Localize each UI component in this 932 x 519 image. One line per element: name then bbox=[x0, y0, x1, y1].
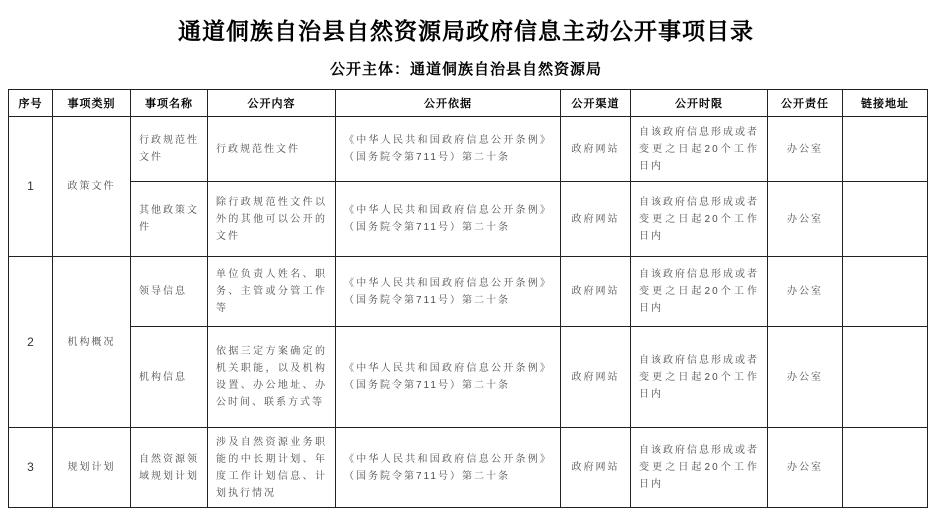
subtitle-disclosure-subject: 公开主体：通道侗族自治县自然资源局 bbox=[329, 61, 602, 78]
cell-seq: 3 bbox=[9, 428, 53, 508]
cell-time-limit: 自该政府信息形成或者变更之日起20个工作日内 bbox=[631, 117, 768, 182]
cell-responsibility: 办公室 bbox=[768, 117, 843, 182]
cell-channel: 政府网站 bbox=[561, 182, 631, 257]
cell-category: 机构概况 bbox=[53, 257, 131, 428]
table-row bbox=[9, 327, 928, 428]
cell-content: 单位负责人姓名、职务、主管或分管工作等 bbox=[208, 257, 336, 327]
cell-channel: 政府网站 bbox=[561, 327, 631, 428]
table-row bbox=[9, 428, 928, 508]
cell-item-name: 其他政策文件 bbox=[131, 182, 208, 257]
cell-responsibility: 办公室 bbox=[768, 182, 843, 257]
table-row bbox=[9, 257, 928, 327]
cell-link bbox=[843, 117, 928, 182]
cell-seq: 1 bbox=[9, 117, 53, 257]
col-header-link: 链接地址 bbox=[843, 90, 928, 117]
cell-link bbox=[843, 428, 928, 508]
cell-category: 政策文件 bbox=[53, 117, 131, 257]
col-header-seq: 序号 bbox=[9, 90, 53, 117]
col-header-basis: 公开依据 bbox=[336, 90, 561, 117]
cell-time-limit: 自该政府信息形成或者变更之日起20个工作日内 bbox=[631, 428, 768, 508]
cell-link bbox=[843, 327, 928, 428]
cell-channel: 政府网站 bbox=[561, 257, 631, 327]
cell-responsibility: 办公室 bbox=[768, 327, 843, 428]
cell-category: 规划计划 bbox=[53, 428, 131, 508]
cell-link bbox=[843, 182, 928, 257]
table-row bbox=[9, 182, 928, 257]
cell-basis: 《中华人民共和国政府信息公开条例》（国务院令第711号）第二十条 bbox=[336, 257, 561, 327]
cell-basis: 《中华人民共和国政府信息公开条例》（国务院令第711号）第二十条 bbox=[336, 182, 561, 257]
cell-basis: 《中华人民共和国政府信息公开条例》（国务院令第711号）第二十条 bbox=[336, 327, 561, 428]
cell-time-limit: 自该政府信息形成或者变更之日起20个工作日内 bbox=[631, 257, 768, 327]
cell-responsibility: 办公室 bbox=[768, 428, 843, 508]
col-header-category: 事项类别 bbox=[53, 90, 131, 117]
cell-content: 依据三定方案确定的机关职能，以及机构设置、办公地址、办公时间、联系方式等 bbox=[208, 327, 336, 428]
cell-basis: 《中华人民共和国政府信息公开条例》（国务院令第711号）第二十条 bbox=[336, 117, 561, 182]
cell-item-name: 自然资源领域规划计划 bbox=[131, 428, 208, 508]
col-header-channel: 公开渠道 bbox=[561, 90, 631, 117]
col-header-item-name: 事项名称 bbox=[131, 90, 208, 117]
cell-content: 除行政规范性文件以外的其他可以公开的文件 bbox=[208, 182, 336, 257]
cell-seq: 2 bbox=[9, 257, 53, 428]
cell-responsibility: 办公室 bbox=[768, 257, 843, 327]
col-header-time-limit: 公开时限 bbox=[631, 90, 768, 117]
table-row bbox=[9, 117, 928, 182]
cell-content: 涉及自然资源业务职能的中长期计划、年度工作计划信息、计划执行情况 bbox=[208, 428, 336, 508]
cell-link bbox=[843, 257, 928, 327]
disclosure-catalog-table bbox=[8, 89, 928, 508]
cell-channel: 政府网站 bbox=[561, 117, 631, 182]
cell-time-limit: 自该政府信息形成或者变更之日起20个工作日内 bbox=[631, 327, 768, 428]
cell-content: 行政规范性文件 bbox=[208, 117, 336, 182]
cell-item-name: 机构信息 bbox=[131, 327, 208, 428]
col-header-responsibility: 公开责任 bbox=[768, 90, 843, 117]
page-title: 通道侗族自治县自然资源局政府信息主动公开事项目录 bbox=[178, 18, 754, 44]
col-header-content: 公开内容 bbox=[208, 90, 336, 117]
cell-channel: 政府网站 bbox=[561, 428, 631, 508]
cell-item-name: 行政规范性文件 bbox=[131, 117, 208, 182]
header-row bbox=[9, 90, 928, 117]
cell-basis: 《中华人民共和国政府信息公开条例》（国务院令第711号）第二十条 bbox=[336, 428, 561, 508]
cell-time-limit: 自该政府信息形成或者变更之日起20个工作日内 bbox=[631, 182, 768, 257]
cell-item-name: 领导信息 bbox=[131, 257, 208, 327]
